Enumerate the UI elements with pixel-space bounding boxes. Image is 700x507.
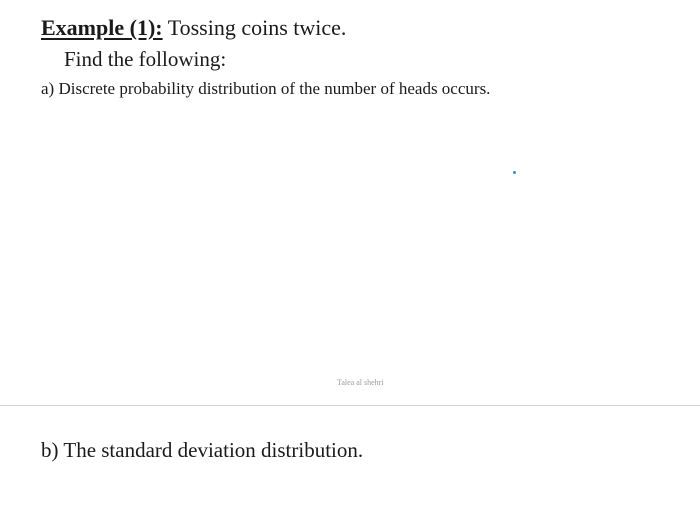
example-text: Tossing coins twice. — [162, 15, 347, 40]
question-part-a: a) Discrete probability distribution of the number of heads occurs. — [41, 79, 491, 98]
question-part-b: b) The standard deviation distribution. — [41, 438, 364, 462]
example-label: Example (1): — [41, 15, 163, 40]
example-heading — [41, 14, 346, 42]
author-watermark: Talea al shehri — [337, 378, 384, 387]
cursor-dot — [513, 171, 516, 174]
slide-divider — [0, 405, 700, 406]
instruction-text: Find the following: — [64, 47, 227, 71]
